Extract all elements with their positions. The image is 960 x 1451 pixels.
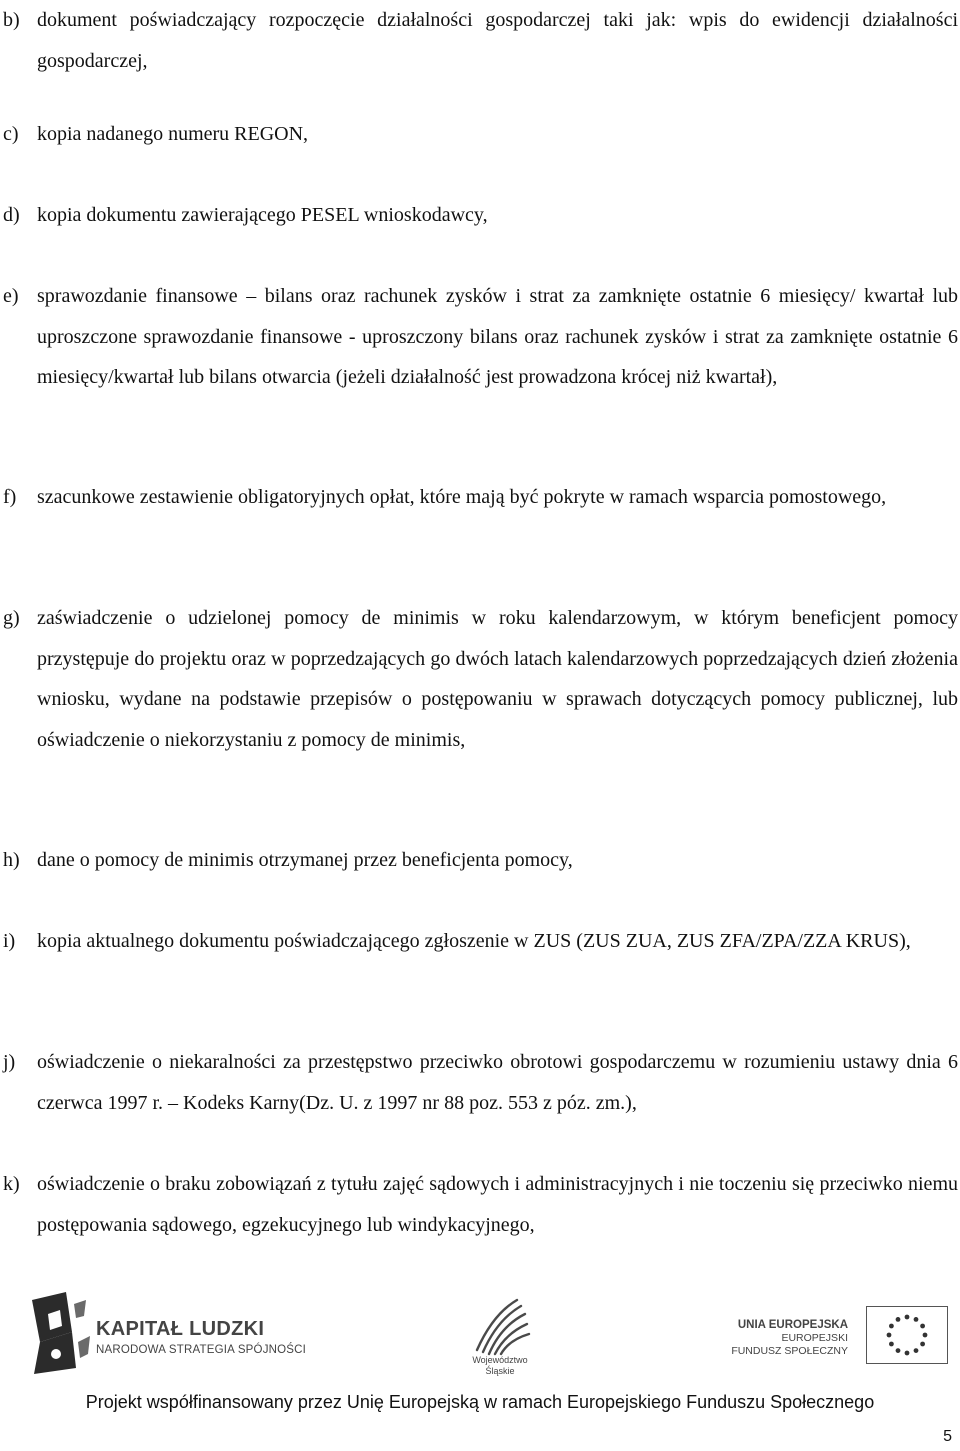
list-item-text: oświadczenie o braku zobowiązań z tytułu zajęć sądowych i administracyjnych i nie toczeniu się przeciwko niemu postępowania sądowego, egzekucyjnego lub windykacyjnego, (37, 1173, 958, 1236)
list-item-h (3, 840, 958, 881)
eu-flag-icon (866, 1306, 948, 1364)
list-item-text: kopia aktualnego dokumentu poświadczającego zgłoszenie w ZUS (ZUS ZUA, ZUS ZFA/ZPA/ZZA KRUS), (37, 930, 911, 952)
list-item-text: kopia dokumentu zawierającego PESEL wnioskodawcy, (37, 204, 488, 226)
list-item-text: szacunkowe zestawienie obligatoryjnych opłat, które mają być pokryte w ramach wsparcia pomostowego, (37, 486, 887, 508)
list-item-letter: d) (3, 204, 20, 226)
list-item-letter: c) (3, 123, 19, 145)
list-item-text: kopia nadanego numeru REGON, (37, 123, 309, 145)
list-item-letter: k) (3, 1173, 20, 1195)
footer-logos (0, 1288, 960, 1388)
eu-line1: UNIA EUROPEJSKA (737, 1319, 848, 1331)
slaskie-label-line2: Śląskie (485, 1366, 515, 1376)
list-item-text: oświadczenie o niekaralności za przestępstwo przeciwko obrotowi gospodarczemu w rozumieniu ustawy dnia 6 czerwca 1997 r. – Kodeks Karny(Dz. U. z 1997 nr 88 poz. 553 z póz. zm.), (37, 1051, 958, 1114)
list-item-letter: i) (3, 930, 16, 952)
list-item-letter: e) (3, 285, 19, 307)
list-item-letter: f) (3, 486, 17, 508)
kapital-ludzki-title: KAPITAŁ LUDZKI (96, 1318, 265, 1340)
project-cofinancing-text: Projekt współfinansowany przez Unię Europejską w ramach Europejskiego Funduszu Społecznego (85, 1392, 875, 1412)
list-item-text: sprawozdanie finansowe – bilans oraz rachunek zysków i strat za zamknięte ostatnie 6 miesięcy/ kwartał lub uproszczone sprawozdanie finansowe - uproszczony bilans oraz rachunek zysków i strat za zamknięte ostatnie 6 miesięcy/kwartał lub bilans otwarcia (jeżeli działalność jest prowadzona krócej niż kwartał), (37, 285, 958, 388)
list-item-i (3, 921, 958, 962)
kapital-ludzki-subtitle: NARODOWA STRATEGIA SPÓJNOŚCI (96, 1344, 307, 1356)
slaskie-label-line1: Województwo (472, 1355, 528, 1365)
list-item-d (3, 195, 958, 236)
slaskie-label (463, 1355, 537, 1377)
list-item-text: dokument poświadczający rozpoczęcie działalności gospodarczej taki jak: wpis do ewidencji działalności gospodarczej, (37, 9, 958, 72)
list-item-letter: b) (3, 9, 20, 31)
list-item-j (3, 1042, 958, 1123)
list-item-b (3, 0, 958, 81)
eu-line3: FUNDUSZ SPOŁECZNY (731, 1345, 848, 1357)
eu-text-block (731, 1318, 848, 1358)
list-item-text: dane o pomocy de minimis otrzymanej przez beneficjenta pomocy, (37, 849, 573, 871)
list-item-k (3, 1164, 958, 1245)
list-item-letter: j) (3, 1051, 16, 1073)
list-item-letter: g) (3, 607, 20, 629)
page-number: 5 (943, 1428, 952, 1445)
list-item-e (3, 276, 958, 398)
list-item-g (3, 598, 958, 760)
list-item-c (3, 114, 958, 155)
list-item-f (3, 477, 958, 518)
list-item-text: zaświadczenie o udzielonej pomocy de minimis w roku kalendarzowym, w którym beneficjent pomocy przystępuje do projektu oraz w poprzedzających go dwóch latach kalendarzowych poprzedzających dzień złożenia wniosku, wydane na podstawie przepisów o postępowaniu w sprawach dotyczących pomocy publicznej, lub oświadczenie o niekorzystaniu z pomocy de minimis, (37, 607, 958, 751)
eu-line2: EUROPEJSKI (781, 1332, 848, 1344)
list-item-letter: h) (3, 849, 20, 871)
